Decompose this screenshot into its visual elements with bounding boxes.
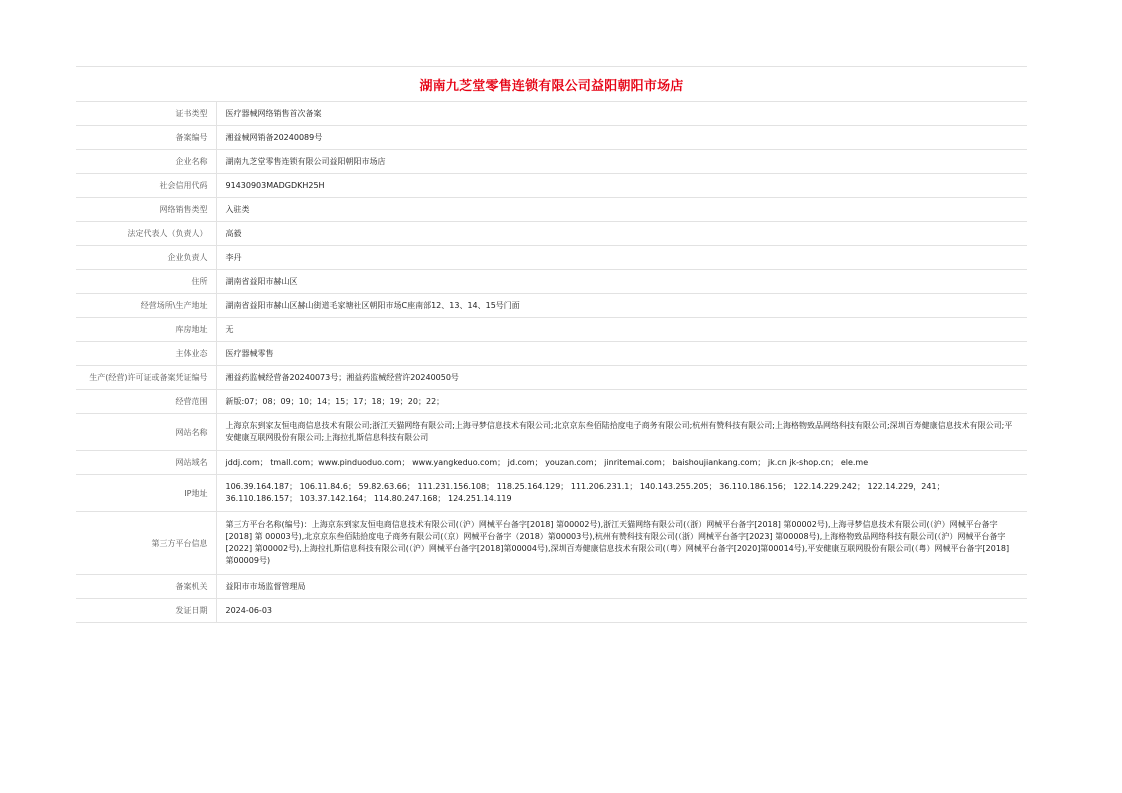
row-value: 医疗器械零售 <box>216 342 1027 366</box>
table-row <box>76 222 1027 246</box>
row-value: 新版:07；08；09；10；14；15；17；18；19；20；22； <box>216 390 1027 414</box>
row-label: 主体业态 <box>76 342 216 366</box>
row-value: 益阳市市场监督管理局 <box>216 575 1027 599</box>
row-label: 证书类型 <box>76 102 216 126</box>
row-value: 湖南九芝堂零售连锁有限公司益阳朝阳市场店 <box>216 150 1027 174</box>
table-row <box>76 198 1027 222</box>
row-value: 湖南省益阳市赫山区赫山街道毛家塘社区朝阳市场C座南部12、13、14、15号门面 <box>216 294 1027 318</box>
table-row <box>76 246 1027 270</box>
row-value: jddj.com； tmall.com；www.pinduoduo.com； www.yangkeduo.com； jd.com； youzan.com； jinritemai.com； baishoujiankang.com； jk.cn jk-shop.cn； ele.me <box>216 451 1027 475</box>
row-label: 经营范围 <box>76 390 216 414</box>
row-value: 106.39.164.187； 106.11.84.6； 59.82.63.66； 111.231.156.108； 118.25.164.129； 111.206.231.1； 140.143.255.205； 36.110.186.156； 122.14.229.242； 122.14.229，241； 36.110.186.157； 103.37.142.164； 114.80.247.168； 124.251.14.119 <box>216 475 1027 512</box>
table-row <box>76 342 1027 366</box>
record-sheet <box>76 66 1027 623</box>
table-row <box>76 599 1027 623</box>
row-value: 湘益械网销备20240089号 <box>216 126 1027 150</box>
table-row <box>76 475 1027 512</box>
row-label: 企业负责人 <box>76 246 216 270</box>
row-value: 医疗器械网络销售首次备案 <box>216 102 1027 126</box>
row-label: 社会信用代码 <box>76 174 216 198</box>
row-label: 网站名称 <box>76 414 216 451</box>
row-label: 生产(经营)许可证或备案凭证编号 <box>76 366 216 390</box>
row-label: 网络销售类型 <box>76 198 216 222</box>
row-label: 第三方平台信息 <box>76 512 216 575</box>
table-row <box>76 575 1027 599</box>
row-value: 第三方平台名称(编号)：上海京东到家友恒电商信息技术有限公司(（沪）网械平台备字[2018] 第00002号),浙江天猫网络有限公司(（浙）网械平台备字[2018] 第00002号),上海寻梦信息技术有限公司(（沪）网械平台备字[2018] 第 00003号),北京京东叁佰陆拾度电子商务有限公司(（京）网械平台备字（2018）第00003号),杭州有赞科技有限公司(（浙）网械平台备字[2023] 第00008号),上海格物致品网络科技有限公司(（沪）网械平台备字[2022] 第00002号),上海拉扎斯信息科技有限公司(（沪）网械平台备字[2018]第00004号),深圳百寿健康信息技术有限公司(（粤）网械平台备字[2020]第00014号),平安健康互联网股份有限公司(（粤）网械平台备字[2018]第00009号) <box>216 512 1027 575</box>
row-label: 库房地址 <box>76 318 216 342</box>
table-row <box>76 414 1027 451</box>
row-value: 高毅 <box>216 222 1027 246</box>
table-row <box>76 102 1027 126</box>
row-value: 李丹 <box>216 246 1027 270</box>
table-row <box>76 390 1027 414</box>
row-value: 2024-06-03 <box>216 599 1027 623</box>
table-row <box>76 150 1027 174</box>
row-label: 住所 <box>76 270 216 294</box>
row-label: 发证日期 <box>76 599 216 623</box>
row-label: 网站域名 <box>76 451 216 475</box>
table-row <box>76 126 1027 150</box>
row-label: 备案编号 <box>76 126 216 150</box>
row-value: 上海京东到家友恒电商信息技术有限公司;浙江天猫网络有限公司;上海寻梦信息技术有限公司;北京京东叁佰陆拾度电子商务有限公司;杭州有赞科技有限公司;上海格物致品网络科技有限公司;深圳百寿健康信息技术有限公司;平安健康互联网股份有限公司;上海拉扎斯信息科技有限公司 <box>216 414 1027 451</box>
page-title: 湖南九芝堂零售连锁有限公司益阳朝阳市场店 <box>419 78 684 94</box>
table-row <box>76 451 1027 475</box>
table-row <box>76 294 1027 318</box>
row-value: 91430903MADGDKH25H <box>216 174 1027 198</box>
row-value: 湘益药监械经营备20240073号；湘益药监械经营许20240050号 <box>216 366 1027 390</box>
row-label: IP地址 <box>76 475 216 512</box>
table-row <box>76 318 1027 342</box>
row-value: 入驻类 <box>216 198 1027 222</box>
title-row <box>76 66 1027 102</box>
record-table <box>76 102 1027 623</box>
table-row <box>76 512 1027 575</box>
row-value: 湖南省益阳市赫山区 <box>216 270 1027 294</box>
row-label: 法定代表人（负责人） <box>76 222 216 246</box>
row-label: 企业名称 <box>76 150 216 174</box>
row-value: 无 <box>216 318 1027 342</box>
row-label: 备案机关 <box>76 575 216 599</box>
row-label: 经营场所\生产地址 <box>76 294 216 318</box>
table-row <box>76 270 1027 294</box>
table-row <box>76 366 1027 390</box>
table-row <box>76 174 1027 198</box>
